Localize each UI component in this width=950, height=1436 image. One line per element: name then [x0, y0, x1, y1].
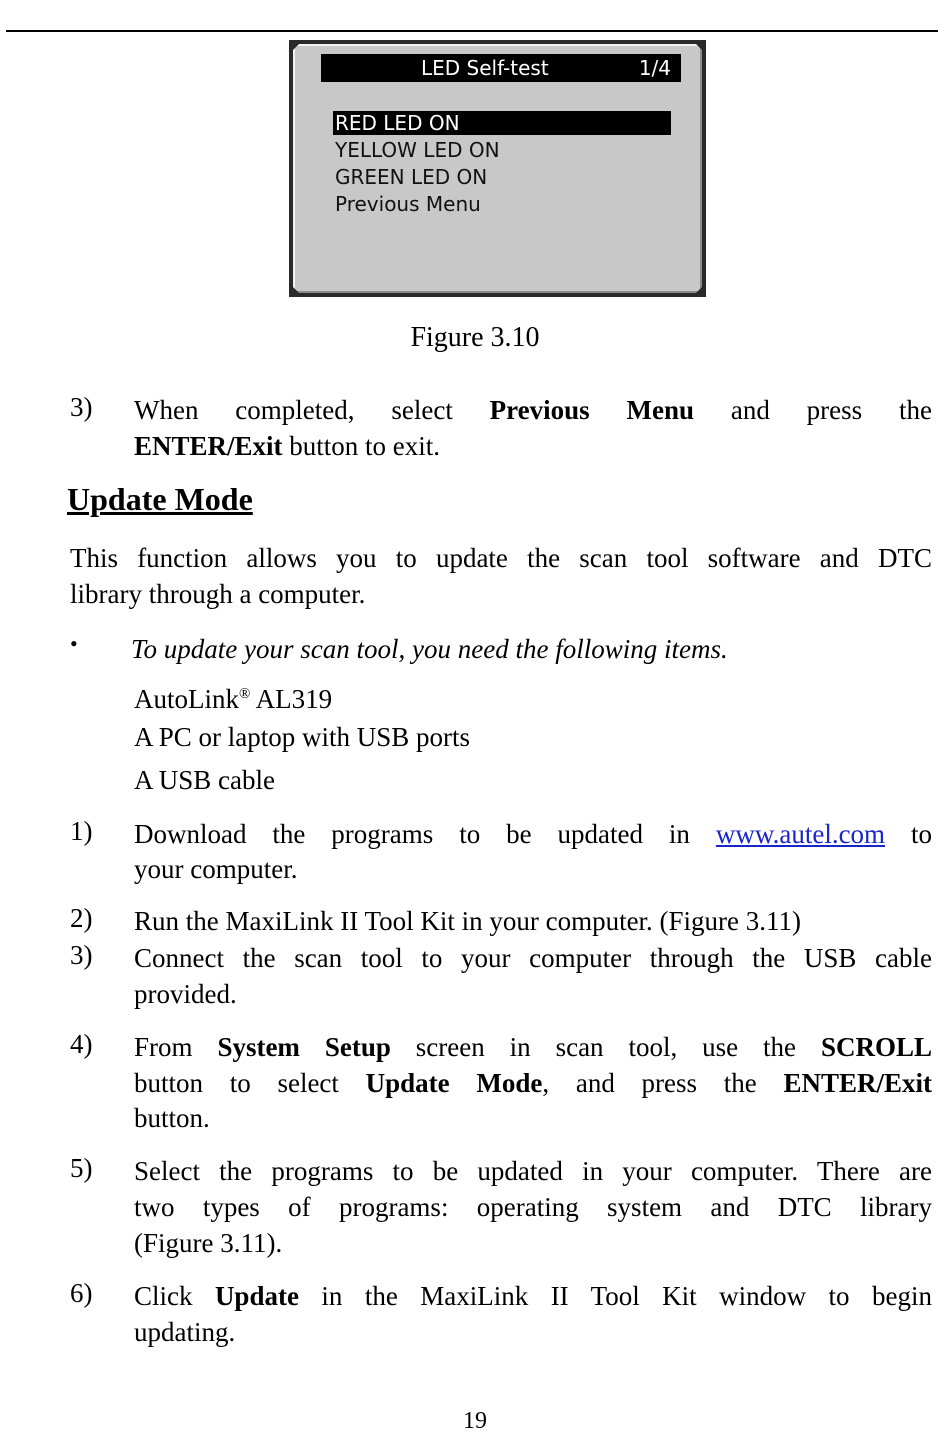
- step-text: Click Update in the MaxiLink II Tool Kit window to begin: [134, 1281, 932, 1311]
- step-text: From System Setup screen in scan tool, use the SCROLL: [134, 1032, 933, 1062]
- screen-corner: [692, 40, 706, 54]
- step-text-cont: two types of programs: operating system and DTC library: [134, 1192, 932, 1222]
- menu-item-green-led[interactable]: GREEN LED ON: [335, 165, 488, 189]
- header-rule: [6, 30, 938, 32]
- step-text-cont: button.: [134, 1103, 210, 1133]
- step-text-cont: your computer.: [134, 854, 298, 884]
- screen-page-indicator: 1/4: [638, 56, 671, 80]
- screen-title-bar: [321, 54, 681, 82]
- step-text-cont: updating.: [134, 1317, 236, 1347]
- step-text: When completed, select Previous Menu and press the: [134, 395, 932, 425]
- menu-item-red-led[interactable]: RED LED ON: [333, 111, 671, 135]
- step-number: 3): [70, 392, 93, 422]
- step-text: Select the programs to be updated in your computer. There are: [134, 1156, 932, 1186]
- bullet-text: To update your scan tool, you need the following items.: [131, 634, 728, 664]
- step-text-cont: (Figure 3.11).: [134, 1228, 283, 1258]
- step-text-cont: button to select Update Mode, and press the ENTER/Exit: [134, 1068, 932, 1098]
- section-title: Update Mode: [67, 481, 253, 517]
- figure-caption: Figure 3.10: [410, 322, 540, 353]
- list-item: A PC or laptop with USB ports: [134, 722, 471, 752]
- step-number: 2): [70, 903, 93, 933]
- device-screen: [289, 40, 706, 297]
- screen-corner: [289, 283, 303, 297]
- menu-item-previous-menu[interactable]: Previous Menu: [335, 192, 481, 216]
- list-item: A USB cable: [134, 765, 275, 795]
- step-number: 6): [70, 1278, 93, 1308]
- intro-paragraph: This function allows you to update the scan tool software and DTC: [70, 543, 932, 573]
- autel-link[interactable]: www.autel.com: [715, 819, 886, 849]
- step-text: Run the MaxiLink II Tool Kit in your computer. (Figure 3.11): [134, 906, 802, 936]
- intro-paragraph-cont: library through a computer.: [70, 579, 366, 609]
- menu-item-yellow-led[interactable]: YELLOW LED ON: [335, 138, 500, 162]
- screen-title: LED Self-test: [421, 56, 549, 80]
- step-number: 5): [70, 1153, 93, 1183]
- step-number: 1): [70, 816, 93, 846]
- screen-corner: [692, 283, 706, 297]
- step-text: Connect the scan tool to your computer through the USB cable: [134, 943, 932, 973]
- step-number: 3): [70, 940, 93, 970]
- page-number: 19: [463, 1408, 487, 1434]
- bullet-icon: •: [70, 631, 78, 656]
- screen-corner: [289, 40, 303, 54]
- step-number: 4): [70, 1029, 93, 1059]
- list-item: AutoLink® AL319: [134, 684, 333, 714]
- step-text: Download the programs to be updated in www.autel.com to: [134, 819, 932, 849]
- step-text: ENTER/Exit button to exit.: [134, 431, 441, 461]
- step-text-cont: provided.: [134, 979, 237, 1009]
